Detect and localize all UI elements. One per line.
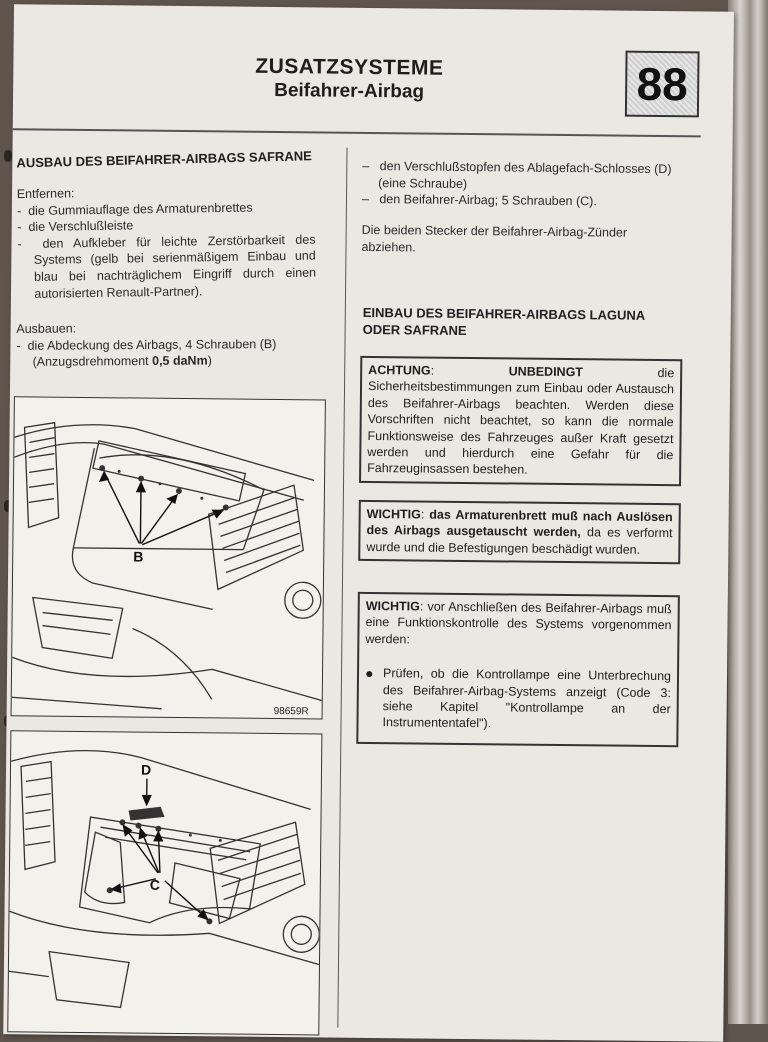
wichtig-emphasis: das Armaturenbrett muß nach Auslösen des Airbags ausgetauscht werden, [366,508,672,540]
list-item: - die Abdeckung des Airbags, 4 Schrauben (B) (Anzugsdrehmoment 0,5 daNm) [16,335,314,370]
page-title: ZUSATZSYSTEME [239,55,459,81]
removal-list-continued [362,158,681,211]
page-header [239,55,459,104]
list-item: – den Verschlußstopfen des Ablagefach-Schlosses (D) (eine Schraube) [362,158,680,195]
entfernen-label: Entfernen: [17,182,315,203]
wichtig-notice-dashboard: WICHTIG: das Armaturenbrett muß nach Auslösen des Airbags ausgetauscht werden, da es verformt wurde und die Befestigungen beschädigt wurden. [358,500,681,565]
figure-airbag-removal [7,730,322,1035]
ausbauen-block [16,319,314,371]
list-item: – den Beifahrer-Airbag; 5 Schrauben (C). [362,191,680,211]
chapter-number-badge: 88 [625,51,700,118]
callout-label-d: D [141,762,151,778]
list-item: - den Aufkleber für leichte Zerstörbarkeit des Systems (gelb bei serienmäßigem Einbau und blau bei nachträglichem Eingriff durch einen autorisierten Renault-Partner). [17,231,316,302]
achtung-label: ACHTUNG [368,363,431,378]
wichtig-label: WICHTIG [366,599,420,614]
page-stack-edge [728,0,768,1024]
page-subtitle: Beifahrer-Airbag [239,80,459,104]
section-heading-einbau: EINBAU DES BEIFAHRER-AIRBAGS LAGUNA ODER SAFRANE [363,304,683,341]
callout-label-c: C [150,877,160,893]
manual-page [3,4,734,1041]
stecker-paragraph [361,222,679,259]
wichtig-text: vor Anschließen des Beifahrer-Airbags muß eine Funktionskontrolle des Systems vorgenommen werden: [365,600,671,647]
bullet-item [364,665,671,734]
wichtig-notice-function-check: WICHTIG: vor Anschließen des Beifahrer-Airbags muß eine Funktionskontrolle des Systems vorgenommen werden: ● Prüfen, ob die Kontrollampe eine Unterbrechung des Beifahrer-Airbag-Systems anzeigt (Code 3: siehe Kapitel "Kontrollampe an der Instrumententafel"). [356,592,680,747]
achtung-text: die Sicherheitsbestimmungen zum Einbau oder Austausch des Beifahrer-Airbags beachten. Werden diese Vorschriften nicht beachtet, so kann die normale Funktionsweise des Fahrzeuges außer Kraft gesetzt werden und hierdurch eine Gefahr für die Fahrzeuginsassen bestehen. [367,366,674,477]
figure-reference: 98659R [274,706,309,717]
list-item: - die Verschlußleiste [17,215,315,236]
callout-label-b: B [133,549,143,565]
dashboard-drawing-open [8,731,321,1034]
bullet-dot-icon: ● [364,665,383,731]
bullet-text: Prüfen, ob die Kontrollampe eine Unterbrechung des Beifahrer-Airbag-Systems anzeigt (Code 3: siehe Kapitel "Kontrollampe an der Instrumententafel"). [382,665,671,734]
binder-ring [4,150,12,162]
ausbauen-label: Ausbauen: [16,319,314,338]
stecker-text: Die beiden Stecker der Beifahrer-Airbag-Zünder abziehen. [361,222,679,259]
wichtig-text: da es verformt wurde und die Befestigungen beschädigt wurden. [366,526,672,557]
arrow-icon [111,778,208,919]
column-divider [337,148,347,1028]
section-heading-ausbau: AUSBAU DES BEIFAHRER-AIRBAGS SAFRANE [16,148,312,170]
figure-airbag-cover [11,396,326,719]
dashboard-drawing [12,397,325,718]
achtung-notice: ACHTUNG: UNBEDINGT die Sicherheitsbestimmungen zum Einbau oder Austausch des Beifahrer-Airbags beachten. Werden diese Vorschriften nicht beachtet, so kann die normale Funktionsweise des Fahrzeuges außer Kraft gesetzt werden und hierdurch eine Gefahr für die Fahrzeuginsassen bestehen. [359,356,682,486]
entfernen-block [17,182,317,303]
locking-plug [128,806,164,820]
list-item: - die Gummiauflage des Armaturenbrettes [17,198,315,219]
header-divider [13,128,701,137]
achtung-emphasis: UNBEDINGT [509,364,583,379]
wichtig-label: WICHTIG [367,507,421,522]
